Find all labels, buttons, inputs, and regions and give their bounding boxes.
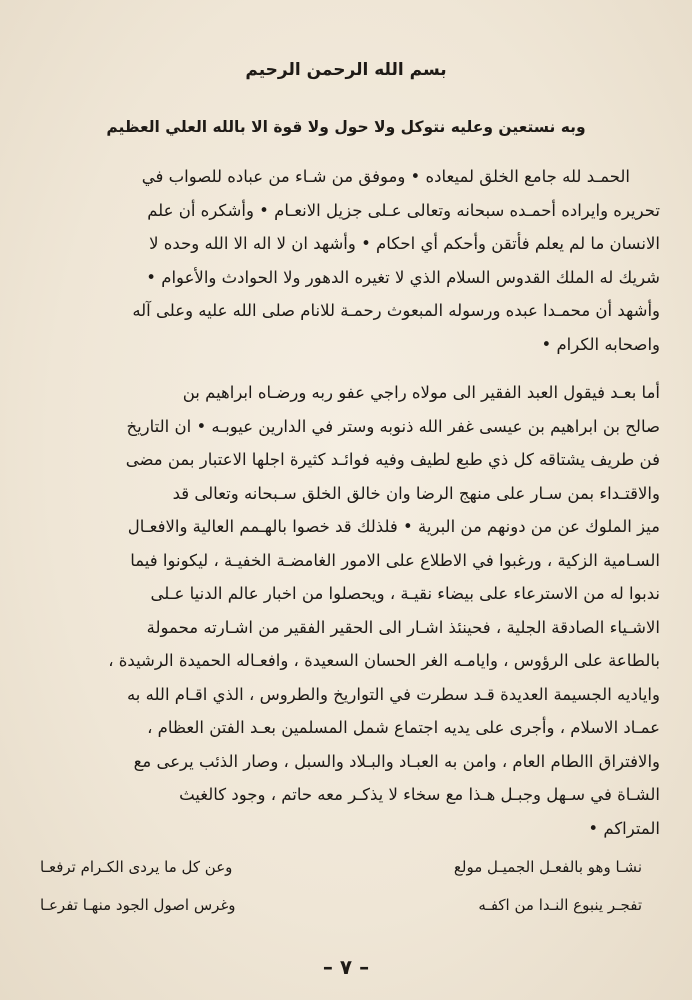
opening-paragraph bbox=[58, 160, 660, 361]
text-line: وأشهد أن محمـدا عبده ورسوله المبعوث رحمـة للانام صلى الله عليه وعلى آله bbox=[132, 301, 660, 320]
poem-verse bbox=[40, 886, 660, 924]
text-line: الانسان ما لم يعلم فأتقن وأحكم أي احكام • وأشهد ان لا اله الا الله وحده لا bbox=[149, 234, 660, 253]
text-line: والافتراق االطام العام ، وامن به العبـاد والبـلاد والسبل ، وصار الذئب يرعى مع bbox=[133, 751, 660, 771]
text-line: عمـاد الاسلام ، وأجرى على يديه اجتماع شمل المسلمين بعـد الفتن العظام ، bbox=[147, 718, 660, 737]
text-line: السـامية الزكية ، ورغبوا في الاطلاع على الامور الغامضـة الخفيـة ، ليكونوا فيما bbox=[130, 550, 660, 570]
text-line: فن طريف يشتاقه كل ذي طبع لطيف وفيه فوائـد كثيرة اجلها الاعتبار بمن مضى bbox=[125, 450, 660, 469]
text-line: ندبوا له من الاسترعاء على بيضاء نقيـة ، ويحصلوا من اخبار عالم الدنيا عـلى bbox=[150, 584, 660, 603]
text-line: أما بعـد فيقول العبد الفقير الى مولاه راجي عفو ربه ورضـاه ابراهيم بن bbox=[182, 383, 660, 402]
text-line: ميز الملوك عن من دونهم من البرية • فلذلك قد خصوا بالهـمم العالية والافعـال bbox=[127, 517, 660, 536]
text-line: بالطاعة على الرؤوس ، وايامـه الغر الحسان السعيدة ، وافعـاله الحميدة الرشيدة ، bbox=[108, 651, 660, 670]
text-line: واصحابه الكرام • bbox=[541, 334, 660, 354]
text-line: صالح بن ابراهيم بن عيسى غفر الله ذنوبه وستر في الدارين عيوبـه • ان التاريخ bbox=[126, 416, 660, 436]
main-paragraph bbox=[58, 376, 660, 845]
text-line: شريك له الملك القدوس السلام الذي لا تغيره الدهور ولا الحوادث والأعوام • bbox=[146, 267, 660, 287]
text-line: واياديه الجسيمة العديدة قـد سطرت في التواريخ والطروس ، الذي اقـام الله به bbox=[126, 684, 660, 704]
page-number: – ٧ – bbox=[322, 955, 370, 979]
text-line: تحريره وايراده أحمـده سبحانه وتعالى عـلى جزيل الانعـام • وأشكره أن علم bbox=[147, 200, 660, 220]
poem-verse bbox=[40, 848, 660, 886]
verse-second-hemistich: وعن كل ما يردى الكـرام ترفعـا bbox=[40, 858, 233, 876]
verse-first-hemistich: نشـا وهو بالفعـل الجميـل مولع bbox=[453, 858, 642, 876]
text-line: الحمـد لله جامع الخلق لميعاده • وموفق من شـاء من عباده للصواب في bbox=[141, 167, 630, 186]
text-line: والاقتـداء بمن سـار على منهج الرضا وان خالق الخلق سـبحانه وتعالى قد bbox=[172, 483, 660, 503]
poem-verses bbox=[40, 848, 660, 924]
text-line: المتراكم • bbox=[588, 818, 660, 838]
verse-second-hemistich: وغرس اصول الجود منهـا تفرعـا bbox=[40, 896, 236, 914]
text-line: الاشـياء الصادقة الجلية ، فحينئذ اشـار الى الحقير الفقير من اشـارته محمولة bbox=[146, 617, 660, 637]
basmala-heading: بسم الله الرحمن الرحيم bbox=[245, 60, 447, 80]
text-line: الشـاة في سـهل وجبـل هـذا مع سخاء لا يذكـر معه حاتم ، وجود كالغيث bbox=[179, 785, 660, 804]
invocation-subheading: وبه نستعين وعليه نتوكل ولا حول ولا قوة الا بالله العلي العظيم bbox=[106, 118, 586, 136]
verse-first-hemistich: تفجـر ينبوع النـدا من اكفـه bbox=[478, 896, 642, 914]
